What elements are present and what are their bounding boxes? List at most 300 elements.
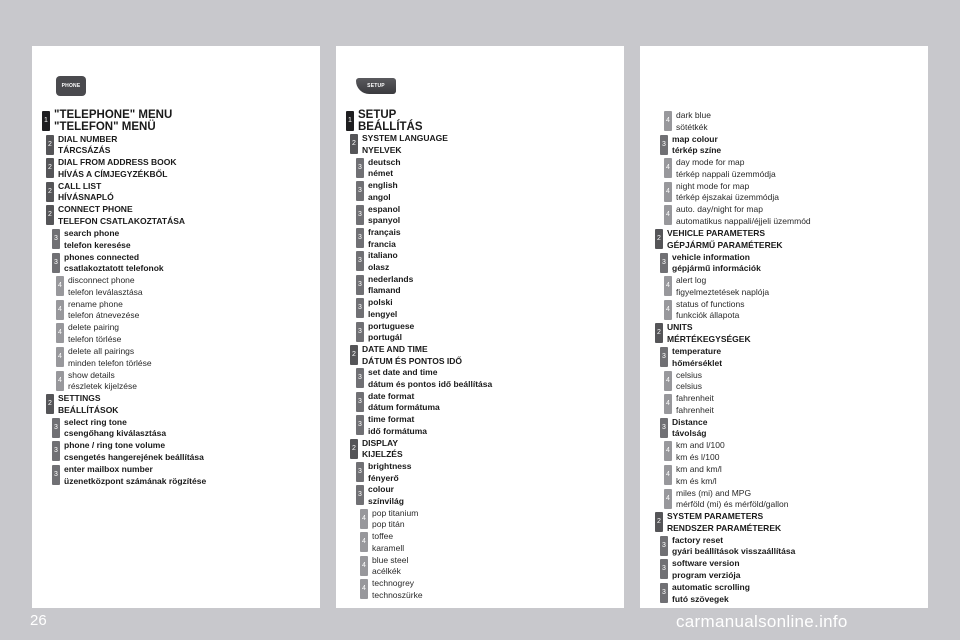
menu-entry-level-3 [356, 414, 427, 437]
menu-tree [32, 46, 320, 608]
entry-label-en: fahrenheit [676, 393, 714, 404]
menu-entry-level-4 [56, 370, 137, 393]
entry-text [64, 228, 131, 251]
entry-label-hu: lengyel [368, 308, 398, 319]
menu-entry-level-4 [664, 110, 711, 133]
level-badge: 2 [46, 135, 54, 155]
level-badge: 4 [664, 441, 672, 461]
entry-text [372, 508, 418, 531]
entry-label-en: technogrey [372, 578, 415, 588]
level-badge: 4 [664, 394, 672, 414]
entry-text [672, 582, 750, 605]
level-badge: 4 [360, 556, 368, 576]
level-badge: 4 [664, 489, 672, 509]
menu-entry-level-4 [56, 346, 152, 369]
level-badge: 3 [660, 559, 668, 579]
level-badge: 4 [664, 158, 672, 178]
entry-text [68, 299, 139, 322]
entry-label-en: SYSTEM PARAMETERS [667, 511, 764, 522]
menu-entry-level-4 [664, 393, 714, 416]
entry-label-hu: funkciók állapota [676, 310, 740, 321]
entry-label-hu: "TELEFON" MENÜ [54, 120, 156, 133]
entry-label-hu: km és l/100 [676, 451, 720, 462]
phone-icon: PHONE [56, 76, 86, 96]
entry-label-hu: sötétkék [676, 121, 708, 132]
entry-text [672, 346, 722, 369]
level-badge: 2 [46, 182, 54, 202]
entry-text [368, 204, 400, 227]
entry-text [58, 181, 114, 204]
menu-entry-level-4 [360, 555, 408, 578]
menu-entry-level-3 [356, 391, 440, 414]
entry-label-hu: flamand [368, 285, 401, 296]
entry-label-hu: csatlakoztatott telefonok [64, 263, 164, 274]
watermark: carmanualsonline.info [676, 612, 848, 631]
entry-label-en: software version [672, 558, 740, 569]
setup-icon: SETUP [356, 78, 396, 94]
entry-label-en: km and km/l [676, 464, 722, 474]
entry-text [58, 204, 185, 227]
entry-label-hu: telefon törlése [68, 333, 122, 344]
entry-text [58, 393, 118, 416]
level-badge: 2 [655, 512, 663, 532]
menu-column-setup [336, 46, 624, 608]
level-badge: 3 [356, 485, 364, 505]
level-badge: 2 [655, 323, 663, 343]
menu-entry-level-3 [660, 252, 761, 275]
entry-label-hu: telefon keresése [64, 239, 131, 250]
entry-text [64, 464, 206, 487]
menu-entry-level-3 [356, 204, 400, 227]
entry-text [368, 274, 413, 297]
menu-entry-level-4 [360, 578, 423, 601]
entry-text [667, 322, 751, 345]
entry-label-en: UNITS [667, 322, 693, 333]
entry-label-en: CONNECT PHONE [58, 204, 133, 215]
entry-label-hu: celsius [676, 381, 702, 392]
entry-label-hu: acélkék [372, 566, 401, 577]
menu-entry-level-4 [56, 275, 143, 298]
entry-label-en: dark blue [676, 110, 711, 120]
entry-label-hu: MÉRTÉKEGYSÉGEK [667, 333, 751, 344]
level-badge: 3 [356, 275, 364, 295]
menu-entry-level-3 [52, 440, 204, 463]
level-badge: 2 [350, 345, 358, 365]
menu-entry-level-2 [655, 511, 781, 534]
entry-label-en: miles (mi) and MPG [676, 487, 752, 498]
menu-entry-level-3 [660, 134, 721, 157]
entry-label-en: polski [368, 297, 393, 308]
entry-label-en: delete all pairings [68, 346, 135, 356]
entry-label-en: nederlands [368, 273, 414, 284]
entry-label-hu: HÍVÁSNAPLÓ [58, 192, 114, 203]
menu-entry-level-4 [664, 488, 788, 511]
entry-text [676, 204, 811, 227]
entry-text [368, 414, 427, 437]
menu-entry-level-2 [350, 344, 462, 367]
entry-text [676, 393, 714, 416]
entry-label-hu: dátum formátuma [368, 402, 440, 413]
menu-entry-level-3 [356, 297, 397, 320]
entry-label-hu: térkép színe [672, 145, 722, 156]
level-badge: 3 [356, 322, 364, 342]
menu-entry-level-3 [52, 228, 131, 251]
entry-label-hu: NYELVEK [362, 144, 402, 155]
entry-text [676, 275, 769, 298]
menu-entry-level-3 [660, 346, 722, 369]
entry-text [368, 157, 401, 180]
level-badge: 2 [46, 394, 54, 414]
entry-label-hu: automatikus nappali/éjjeli üzemmód [676, 215, 811, 226]
menu-entry-level-4 [664, 299, 745, 322]
level-badge: 4 [56, 371, 64, 391]
menu-entry-level-4 [360, 531, 404, 554]
menu-tree [640, 46, 928, 608]
entry-text [676, 488, 788, 511]
level-badge: 3 [52, 229, 60, 249]
entry-label-hu: DÁTUM ÉS PONTOS IDŐ [362, 355, 462, 366]
level-badge: 2 [46, 205, 54, 225]
entry-label-hu: német [368, 168, 394, 179]
entry-label-en: SYSTEM LANGUAGE [362, 133, 448, 144]
level-badge: 4 [56, 323, 64, 343]
entry-text [368, 227, 401, 250]
menu-entry-level-3 [356, 461, 411, 484]
entry-label-hu: idő formátuma [368, 425, 428, 436]
level-badge: 2 [350, 134, 358, 154]
entry-label-en: disconnect phone [68, 275, 135, 286]
entry-text [368, 391, 440, 414]
menu-entry-level-3 [660, 558, 741, 581]
entry-label-hu: GÉPJÁRMŰ PARAMÉTEREK [667, 239, 783, 250]
menu-entry-level-2 [655, 228, 783, 251]
level-badge: 4 [664, 205, 672, 225]
entry-label-hu: TELEFON CSATLAKOZTATÁSA [58, 215, 186, 226]
entry-label-hu: angol [368, 191, 391, 202]
level-badge: 3 [356, 181, 364, 201]
entry-label-hu: minden telefon törlése [68, 357, 152, 368]
level-badge: 3 [356, 415, 364, 435]
entry-text [676, 181, 779, 204]
entry-text [368, 461, 411, 484]
entry-label-hu: térkép éjszakai üzemmódja [676, 192, 779, 203]
level-badge: 3 [356, 205, 364, 225]
entry-text [676, 299, 745, 322]
entry-label-en: set date and time [368, 367, 438, 378]
entry-label-hu: gépjármű információk [672, 263, 761, 274]
level-badge: 4 [664, 465, 672, 485]
menu-entry-level-3 [356, 157, 401, 180]
level-badge: 4 [360, 509, 368, 529]
level-badge: 2 [46, 158, 54, 178]
entry-text [358, 110, 423, 133]
entry-text [672, 535, 795, 558]
menu-entry-level-3 [660, 582, 750, 605]
entry-label-en: delete pairing [68, 322, 120, 333]
entry-text [362, 133, 448, 156]
entry-label-en: phone / ring tone volume [64, 440, 166, 451]
entry-text [676, 440, 725, 463]
entry-label-en: factory reset [672, 534, 724, 545]
level-badge: 3 [356, 228, 364, 248]
entry-text [58, 157, 177, 180]
entry-label-hu: üzenetközpont számának rögzítése [64, 475, 207, 486]
entry-text [68, 370, 137, 393]
entry-label-en: map colour [672, 133, 718, 144]
menu-entry-level-3 [52, 464, 206, 487]
menu-entry-level-1 [42, 110, 172, 133]
menu-entry-level-2 [46, 157, 177, 180]
entry-label-en: km and l/100 [676, 440, 725, 451]
entry-label-hu: gyári beállítások visszaállítása [672, 546, 796, 557]
entry-label-en: "TELEPHONE" MENU [54, 109, 173, 121]
entry-text [368, 250, 398, 273]
entry-label-hu: fényerő [368, 472, 399, 483]
entry-label-en: SETTINGS [58, 393, 101, 404]
entry-label-hu: pop titán [372, 519, 405, 530]
level-badge: 4 [360, 532, 368, 552]
entry-label-en: search phone [64, 228, 120, 238]
entry-label-hu: karamell [372, 542, 405, 553]
entry-text [64, 252, 164, 275]
entry-label-en: DISPLAY [362, 437, 399, 448]
level-badge: 4 [56, 276, 64, 296]
menu-entry-level-4 [664, 181, 779, 204]
level-badge: 3 [52, 253, 60, 273]
menu-entry-level-3 [52, 252, 164, 275]
entry-label-hu: térkép nappali üzemmódja [676, 168, 776, 179]
level-badge: 3 [356, 251, 364, 271]
entry-label-en: phones connected [64, 251, 140, 262]
level-badge: 4 [664, 371, 672, 391]
entry-label-hu: portugál [368, 332, 402, 343]
menu-tree [336, 46, 624, 608]
entry-label-hu: BEÁLLÍTÁS [358, 120, 423, 133]
entry-label-en: français [368, 227, 401, 237]
entry-text [372, 555, 408, 578]
level-badge: 3 [356, 298, 364, 318]
entry-text [676, 110, 711, 133]
entry-text [676, 464, 722, 487]
entry-text [368, 297, 397, 320]
entry-label-hu: telefon leválasztása [68, 286, 143, 297]
entry-label-hu: részletek kijelzése [68, 381, 137, 392]
entry-label-hu: fahrenheit [676, 404, 714, 415]
menu-entry-level-4 [664, 440, 725, 463]
level-badge: 3 [660, 347, 668, 367]
level-badge: 3 [356, 368, 364, 388]
entry-label-en: celsius [676, 369, 702, 380]
entry-label-en: blue steel [372, 554, 409, 565]
entry-label-en: alert log [676, 275, 707, 286]
entry-text [672, 558, 741, 581]
menu-entry-level-2 [350, 133, 448, 156]
level-badge: 3 [660, 135, 668, 155]
menu-entry-level-3 [356, 484, 404, 507]
menu-entry-level-3 [356, 180, 398, 203]
entry-text [372, 531, 404, 554]
entry-label-hu: KIJELZÉS [362, 449, 403, 460]
entry-text [362, 438, 403, 461]
entry-label-hu: színvilág [368, 495, 404, 506]
level-badge: 4 [360, 579, 368, 599]
level-badge: 3 [356, 392, 364, 412]
entry-text [362, 344, 462, 367]
entry-label-en: enter mailbox number [64, 464, 153, 474]
entry-label-en: brightness [368, 461, 412, 471]
entry-label-hu: RENDSZER PARAMÉTEREK [667, 522, 782, 533]
menu-entry-level-4 [664, 157, 776, 180]
entry-text [368, 367, 492, 390]
entry-label-en: Distance [672, 416, 708, 427]
level-badge: 4 [664, 182, 672, 202]
level-badge: 3 [660, 253, 668, 273]
menu-entry-level-3 [356, 274, 413, 297]
level-badge: 4 [664, 111, 672, 131]
level-badge: 3 [660, 583, 668, 603]
menu-entry-level-4 [664, 204, 811, 227]
page-number: 26 [30, 612, 47, 629]
entry-label-hu: TÁRCSÁZÁS [58, 145, 111, 156]
entry-label-hu: csengetés hangerejének beállítása [64, 451, 204, 462]
entry-text [667, 228, 783, 251]
entry-label-hu: program verziója [672, 569, 741, 580]
menu-entry-level-3 [356, 367, 492, 390]
entry-text [676, 157, 776, 180]
menu-entry-level-2 [46, 204, 185, 227]
entry-label-hu: olasz [368, 261, 390, 272]
menu-entry-level-4 [664, 275, 769, 298]
entry-label-hu: dátum és pontos idő beállítása [368, 378, 493, 389]
entry-label-hu: futó szövegek [672, 593, 729, 604]
entry-label-hu: csengőhang kiválasztása [64, 428, 167, 439]
menu-entry-level-4 [56, 322, 121, 345]
entry-text [68, 275, 143, 298]
entry-label-en: colour [368, 484, 394, 495]
entry-label-en: espanol [368, 203, 401, 214]
entry-label-en: deutsch [368, 156, 401, 167]
entry-label-hu: telefon átnevezése [68, 310, 140, 321]
level-badge: 2 [350, 439, 358, 459]
entry-label-hu: HÍVÁS A CÍMJEGYZÉKBŐL [58, 168, 168, 179]
entry-text [672, 134, 721, 157]
entry-label-en: day mode for map [676, 157, 745, 168]
menu-entry-level-3 [356, 321, 414, 344]
entry-text [368, 321, 414, 344]
menu-entry-level-3 [660, 535, 795, 558]
entry-text [58, 134, 117, 157]
menu-entry-level-1 [346, 110, 423, 133]
menu-entry-level-4 [664, 464, 722, 487]
entry-label-en: pop titanium [372, 507, 419, 518]
entry-label-hu: spanyol [368, 215, 401, 226]
entry-label-en: DIAL FROM ADDRESS BOOK [58, 157, 177, 168]
entry-label-en: vehicle information [672, 251, 750, 262]
entry-label-hu: km és km/l [676, 475, 717, 486]
entry-text [64, 440, 204, 463]
entry-label-en: portuguese [368, 320, 415, 331]
entry-label-hu: figyelmeztetések naplója [676, 286, 770, 297]
level-badge: 3 [660, 536, 668, 556]
menu-column-setup-continued [640, 46, 928, 608]
menu-entry-level-4 [664, 370, 702, 393]
menu-column-phone [32, 46, 320, 608]
entry-text [672, 252, 761, 275]
entry-label-en: show details [68, 369, 115, 380]
menu-entry-level-2 [655, 322, 751, 345]
entry-label-en: rename phone [68, 298, 123, 309]
menu-entry-level-3 [356, 250, 398, 273]
entry-label-en: toffee [372, 531, 394, 542]
entry-label-en: automatic scrolling [672, 582, 750, 592]
entry-label-en: SETUP [358, 109, 397, 121]
menu-entry-level-4 [360, 508, 418, 531]
entry-label-en: DIAL NUMBER [58, 133, 118, 144]
level-badge: 3 [356, 462, 364, 482]
entry-label-en: temperature [672, 346, 722, 356]
entry-text [68, 346, 152, 369]
menu-entry-level-2 [46, 181, 114, 204]
entry-text [368, 180, 398, 203]
entry-text [667, 511, 781, 534]
entry-label-en: night mode for map [676, 180, 750, 191]
entry-label-en: date format [368, 390, 415, 401]
entry-text [676, 370, 702, 393]
menu-entry-level-3 [52, 417, 166, 440]
entry-label-en: status of functions [676, 298, 745, 309]
level-badge: 3 [660, 418, 668, 438]
entry-label-hu: BEÁLLÍTÁSOK [58, 404, 119, 415]
entry-text [672, 417, 707, 440]
level-badge: 1 [42, 111, 50, 131]
entry-label-en: english [368, 180, 398, 191]
level-badge: 3 [52, 418, 60, 438]
menu-entry-level-3 [356, 227, 401, 250]
entry-label-en: auto. day/night for map [676, 204, 763, 215]
level-badge: 3 [52, 441, 60, 461]
entry-label-hu: mérföld (mi) és mérföld/gallon [676, 499, 789, 510]
entry-label-hu: technoszürke [372, 589, 423, 600]
entry-label-en: select ring tone [64, 416, 127, 427]
entry-text [372, 578, 423, 601]
menu-entry-level-3 [660, 417, 707, 440]
level-badge: 3 [356, 158, 364, 178]
entry-label-hu: távolság [672, 428, 707, 439]
entry-label-en: DATE AND TIME [362, 344, 428, 354]
level-badge: 1 [346, 111, 354, 131]
entry-label-en: italiano [368, 250, 398, 261]
entry-label-en: VEHICLE PARAMETERS [667, 228, 766, 238]
entry-text [64, 417, 166, 440]
entry-text [368, 484, 404, 507]
entry-label-en: CALL LIST [58, 180, 102, 191]
level-badge: 4 [664, 276, 672, 296]
menu-entry-level-4 [56, 299, 139, 322]
entry-label-hu: francia [368, 238, 396, 249]
entry-label-en: time format [368, 414, 415, 425]
menu-entry-level-2 [46, 393, 118, 416]
entry-text [54, 110, 172, 133]
menu-entry-level-2 [46, 134, 117, 157]
entry-label-hu: hőmérséklet [672, 357, 723, 368]
level-badge: 2 [655, 229, 663, 249]
level-badge: 4 [56, 347, 64, 367]
menu-entry-level-2 [350, 438, 403, 461]
level-badge: 3 [52, 465, 60, 485]
entry-text [68, 322, 121, 345]
level-badge: 4 [56, 300, 64, 320]
level-badge: 4 [664, 300, 672, 320]
